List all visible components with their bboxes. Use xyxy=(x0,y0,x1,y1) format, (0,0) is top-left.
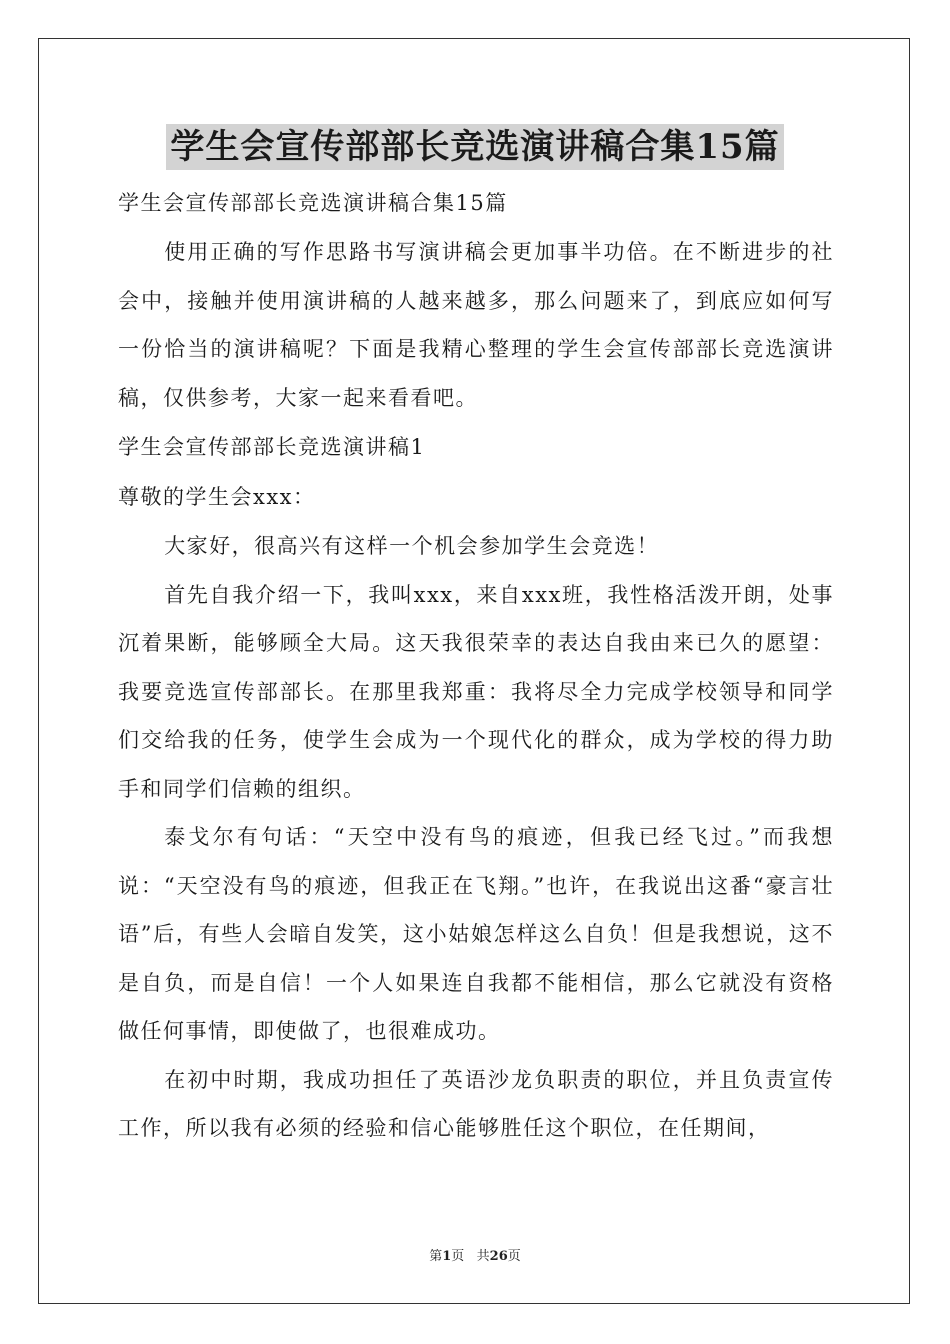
page-number: 1 xyxy=(442,1249,452,1264)
footer-prefix: 第 xyxy=(429,1249,443,1264)
footer-mid: 页 共 xyxy=(451,1249,490,1264)
section-heading: 学生会宣传部部长竞选演讲稿1 xyxy=(118,435,426,459)
body-paragraph: 泰戈尔有句话：“天空中没有鸟的痕迹，但我已经飞过。”而我想说：“天空没有鸟的痕迹，但我正在飞翔。”也许，在我说出这番“豪言壮语”后，有些人会暗自发笑，这小姑娘怎样这么自负！但是我想说，这不是自负，而是自信！一个人如果连自我都不能相信，那么它就没有资格做任何事情，即使做了，也很难成功。 xyxy=(118,825,834,1043)
title-area xyxy=(0,124,950,170)
footer-suffix: 页 xyxy=(507,1249,521,1264)
intro-paragraph: 使用正确的写作思路书写演讲稿会更加事半功倍。在不断进步的社会中，接触并使用演讲稿的人越来越多，那么问题来了，到底应如何写一份恰当的演讲稿呢？下面是我精心整理的学生会宣传部部长竞选演讲稿，仅供参考，大家一起来看看吧。 xyxy=(118,240,834,410)
body-paragraph: 大家好，很高兴有这样一个机会参加学生会竞选！ xyxy=(164,534,660,558)
document-body xyxy=(118,178,834,1153)
page-footer xyxy=(0,1245,950,1264)
subtitle: 学生会宣传部部长竞选演讲稿合集15篇 xyxy=(118,191,508,215)
body-paragraph: 首先自我介绍一下，我叫xxx，来自xxx班，我性格活泼开朗，处事沉着果断，能够顾全大局。这天我很荣幸的表达自我由来已久的愿望：我要竞选宣传部部长。在那里我郑重：我将尽全力完成学校领导和同学们交给我的任务，使学生会成为一个现代化的群众，成为学校的得力助手和同学们信赖的组织。 xyxy=(118,582,834,801)
document-title: 学生会宣传部部长竞选演讲稿合集15篇 xyxy=(166,124,783,170)
salutation: 尊敬的学生会xxx： xyxy=(118,485,316,509)
body-paragraph: 在初中时期，我成功担任了英语沙龙负职责的职位，并且负责宣传工作，所以我有必须的经验和信心能够胜任这个职位，在任期间， xyxy=(118,1067,834,1140)
page-total: 26 xyxy=(489,1249,508,1264)
